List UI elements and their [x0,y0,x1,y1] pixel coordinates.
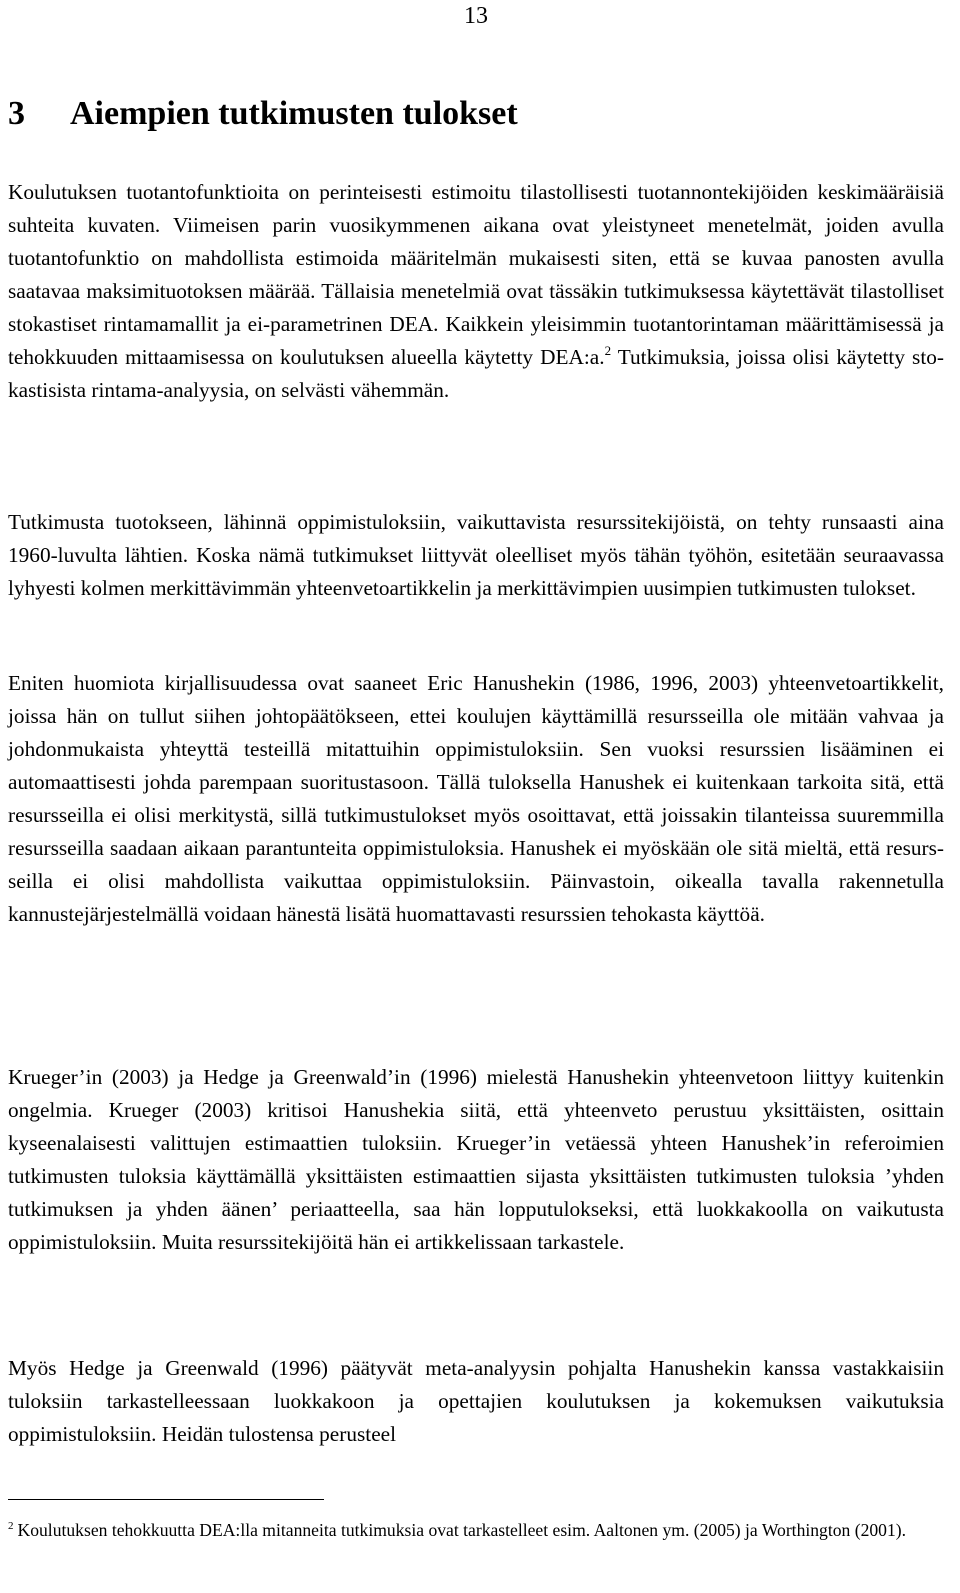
paragraph-4: Krueger’in (2003) ja Hedge ja Greenwald’in (1996) mielestä Hanushekin yhteenvetoon liittyy kuitenkin ongelmia. Krueger (2003) kritisoi Hanushekia siitä, että yhteenveto perustuu yksittäisten, osittain kyseenalaisesti valittujen estimaattien tuloksiin. Krueger’in vetäessä yhteen Hanushek’in referoimien tutkimusten tuloksia käyttämällä yksittäisten estimaattien sijasta yksittäisten tutkimusten tuloksia ’yhden tutkimuksen ja yhden äänen’ periaatteella, saa hän lopputulokseksi, että luokkakoolla on vaikutusta oppimistuloksiin. Muita resurssitekijöitä hän ei artikkelissaan tarkastele. [8,1065,944,1254]
paragraph-2: Tutkimusta tuotokseen, lähinnä oppimistuloksiin, vaikuttavista resurssitekijöistä, on tehty runsaasti aina 1960-luvulta lähtien. Koska nämä tutkimukset liittyvät oleelliset myös tähän työhön, esitetään seuraavassa lyhyesti kolmen merkittävimmän yhteenvetoartikkelin ja merkittävimpien uusimpien tutkimusten tulokset. [8,510,944,600]
section-title: Aiempien tutkimusten tulokset [70,95,518,132]
paragraph-5: Myös Hedge ja Greenwald (1996) päätyvät meta-analyysin pohjalta Hanushekin kanssa vastakkaisiin tuloksiin tarkastelleessaan luokkakoon ja opettajien koulutuksen ja kokemuksen vaikutuksia oppimistuloksiin. Heidän tulostensa perusteel [8,1356,944,1446]
paragraph-1-text-continued: Tutkimuksia, joissa olisi käytetty stokastisista rintama-analyysia, on selvästi vähemmän. [8,345,944,402]
paragraph-3: Eniten huomiota kirjallisuudessa ovat saaneet Eric Hanushekin (1986, 1996, 2003) yhteenvetoartikkelit, joissa hän on tullut siihen johtopäätökseen, ettei koulujen käyttämillä resursseilla ole mitään vahvaa ja johdonmukaista yhteyttä testeillä mitattuihin oppimistuloksiin. Sen vuoksi resurssien lisääminen ei automaattisesti johda parempaan suoritustasoon. Tällä tuloksella Hanushek ei kuitenkaan tarkoita sitä, että resursseilla ei olisi merkitystä, sillä tutkimustulokset myös osoittavat, että joissakin tilanteissa suuremmilla resursseilla saadaan aikaan parantunteita oppimistuloksia. Hanushek ei myöskään ole sitä mieltä, että resursseilla ei olisi mahdollista vaikuttaa oppimistuloksiin. Päinvastoin, oikealla tavalla rakennetulla kannustejärjestelmällä voidaan hänestä lisätä huomattavasti resurssien tehokasta käyttöä. [8,671,944,926]
page-number: 13 [464,3,488,29]
footnote-reference: 2 [604,343,612,358]
footnote [8,1518,944,1542]
footnote-text: Koulutuksen tehokkuutta DEA:lla mitanneita tutkimuksia ovat tarkastelleet esim. Aaltonen ym. (2005) ja Worthington (2001). [17,1520,907,1540]
paragraph-1 [8,176,944,407]
section-number: 3 [8,95,25,132]
section-heading [8,88,948,140]
paragraph-1-text: Koulutuksen tuotantofunktioita on perinteisesti estimoitu tilastollisesti tuotannontekijöiden keskimääräisiä suhteita kuvaten. Viimeisen parin vuosikymmenen aikana ovat yleistyneet menetelmät, joiden avulla tuotantofunktio on mahdollista estimoida määritelmän mukaisesti siten, että se kuvaa panosten avulla saatavaa maksimituotoksen määrää. Tällaisia menetelmiä ovat tässäkin tutkimuksessa käytettävät tilastolliset stokastiset rintamamallit ja ei-parametrinen DEA. Kaikkein yleisimmin tuotantorintaman määrittämisessä ja tehokkuuden mittaamisessa on koulutuksen alueella käytetty DEA:a. [8,180,944,369]
footnote-marker: 2 [8,1520,14,1532]
footnote-separator [8,1499,324,1500]
